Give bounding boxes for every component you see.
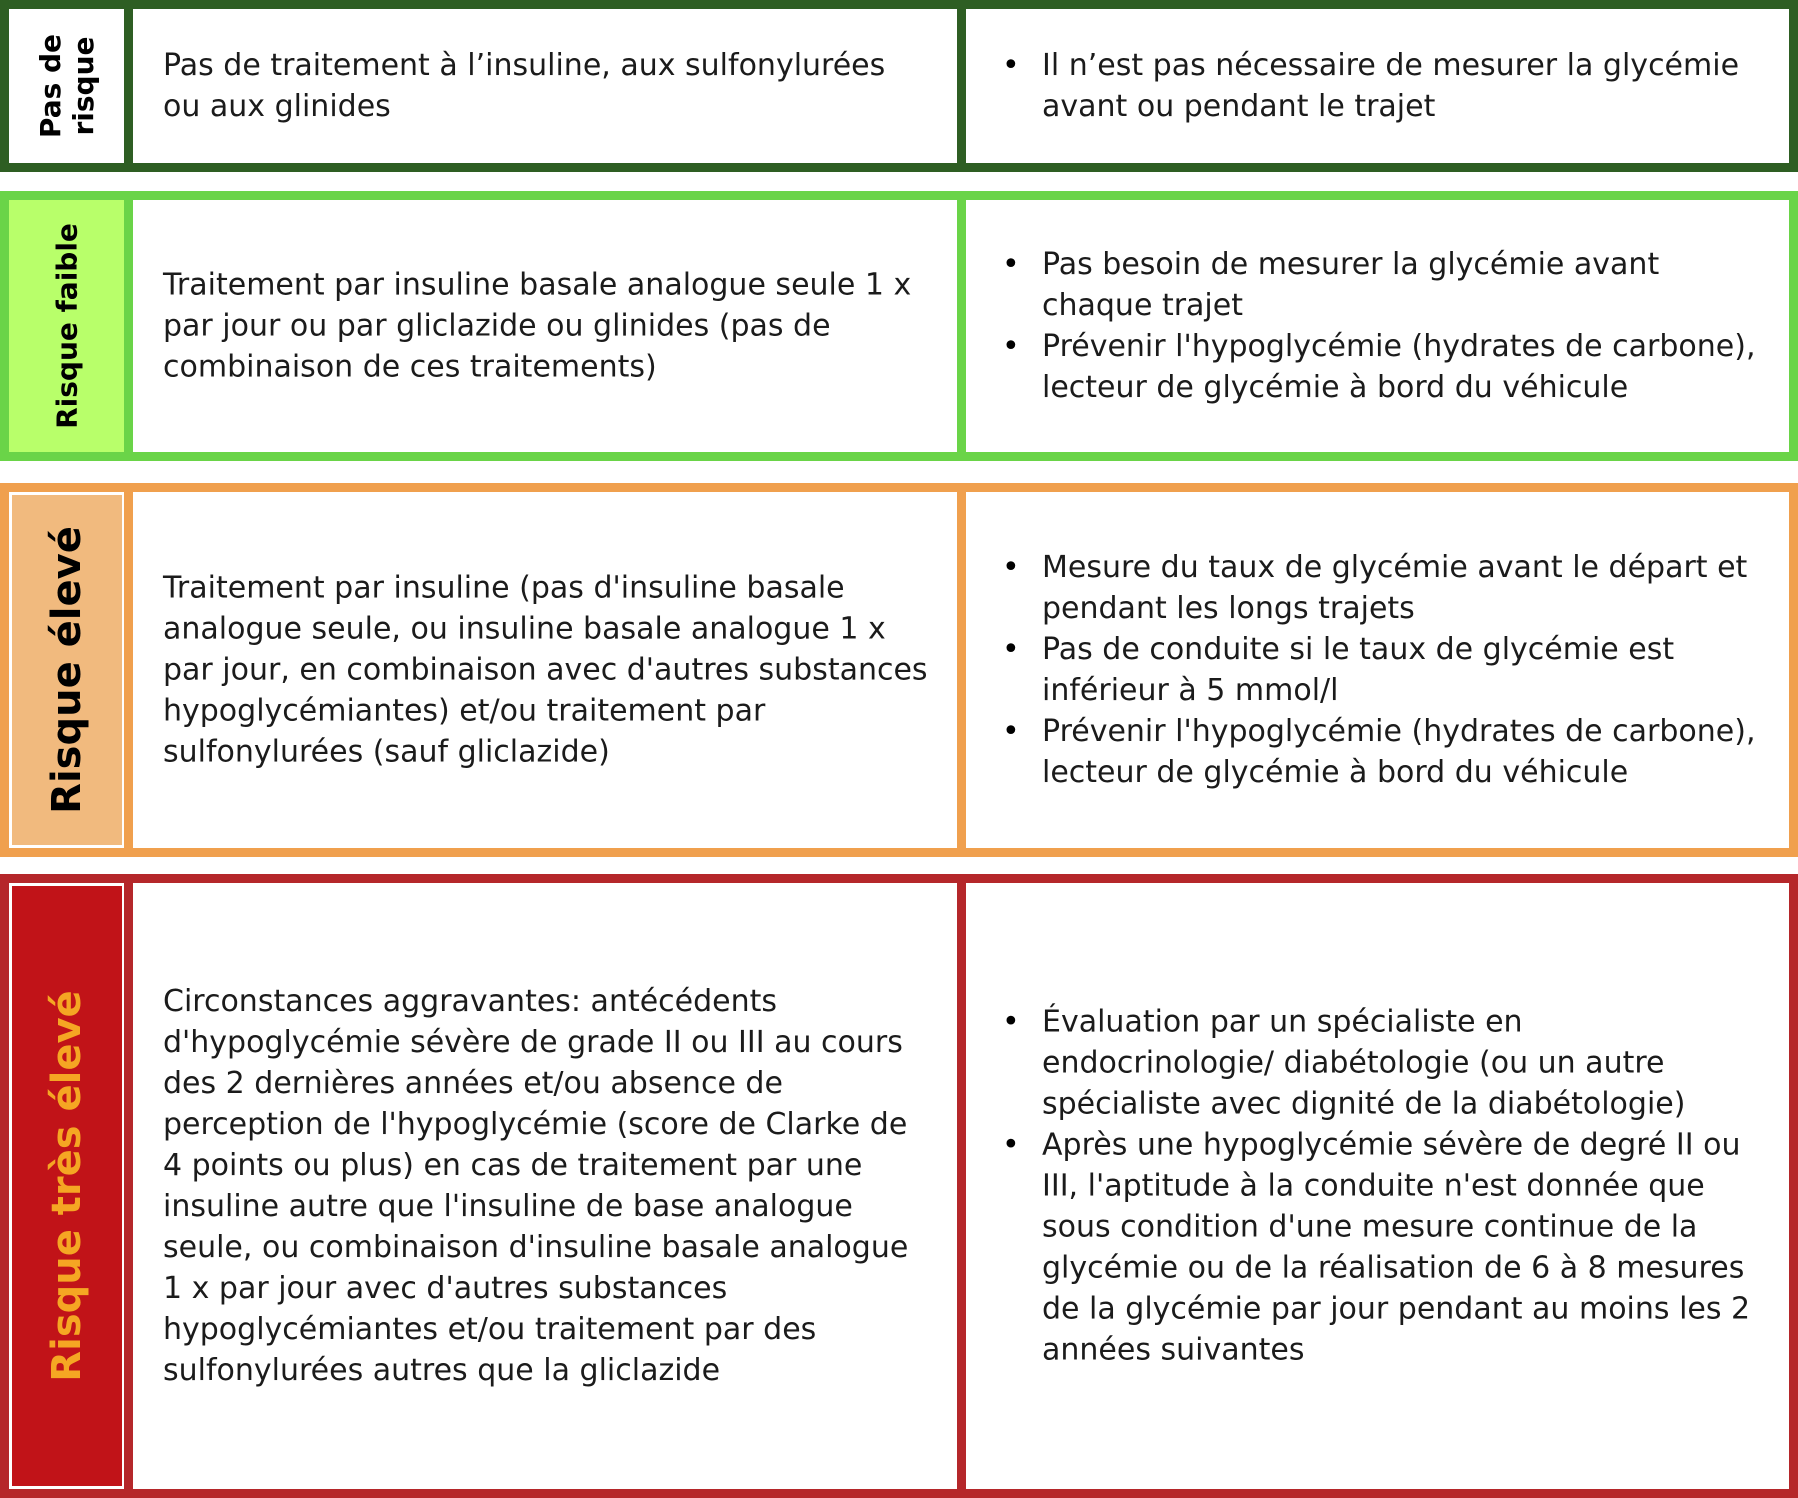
risk-label-line-1: Pas de	[34, 33, 67, 139]
risk-label	[34, 34, 100, 138]
treatment-text: Circonstances aggravantes: antécédents d'hypoglycémie sévère de grade II ou III au cours des 2 dernières années et/ou absence de perception de l'hypoglycémie (score de Clarke de 4 points ou plus) en cas de traitement par une insuline autre que l'insuline de base analogue seule, ou combinaison d'insuline basale analogue 1 x par jour avec d'autres substances hypoglycémiantes et/ou traitement par des sulfonylurées autres que la gliclazide	[163, 984, 909, 1388]
measure-item: • Pas besoin de mesurer la glycémie avant chaque trajet	[966, 244, 1759, 326]
measures-list	[966, 45, 1759, 127]
measure-item: • Mesure du taux de glycémie avant le départ et pendant les longs trajets	[966, 547, 1759, 629]
risk-label: Risque très élevé	[44, 990, 90, 1382]
risk-row-high	[0, 483, 1798, 857]
measure-item: • Il n’est pas nécessaire de mesurer la glycémie avant ou pendant le trajet	[966, 45, 1759, 127]
risk-row-very-high	[0, 874, 1798, 1498]
measure-item: • Prévenir l'hypoglycémie (hydrates de carbone), lecteur de glycémie à bord du véhicule	[966, 326, 1759, 408]
treatment-cell	[124, 874, 967, 1498]
treatment-text: Pas de traitement à l’insuline, aux sulfonylurées ou aux glinides	[163, 48, 886, 124]
risk-label-line-2: risque	[67, 36, 100, 136]
risk-label: Risque élevé	[44, 526, 90, 814]
risk-row-low	[0, 191, 1798, 461]
treatment-text: Traitement par insuline basale analogue seule 1 x par jour ou par gliclazide ou glinides (pas de combinaison de ces traitements)	[163, 267, 912, 385]
measures-cell	[957, 191, 1798, 461]
treatment-cell	[124, 191, 967, 461]
treatment-cell	[124, 483, 967, 857]
measures-list	[966, 244, 1759, 408]
risk-label-cell	[0, 874, 134, 1498]
measures-cell	[957, 0, 1798, 172]
measures-list	[966, 1002, 1759, 1371]
measure-item: • Évaluation par un spécialiste en endocrinologie/ diabétologie (ou un autre spécialiste avec dignité de la diabétologie)	[966, 1002, 1759, 1125]
measures-cell	[957, 483, 1798, 857]
risk-label-cell	[0, 191, 134, 461]
measures-list	[966, 547, 1759, 793]
risk-label: Risque faible	[50, 223, 84, 429]
measure-item: • Prévenir l'hypoglycémie (hydrates de carbone), lecteur de glycémie à bord du véhicule	[966, 711, 1759, 793]
treatment-cell	[124, 0, 967, 172]
risk-row-none	[0, 0, 1798, 172]
measures-cell	[957, 874, 1798, 1498]
risk-label-cell	[0, 483, 134, 857]
measure-item: • Pas de conduite si le taux de glycémie est inférieur à 5 mmol/l	[966, 629, 1759, 711]
measure-item: • Après une hypoglycémie sévère de degré II ou III, l'aptitude à la conduite n'est donnée que sous condition d'une mesure continue de la glycémie ou de la réalisation de 6 à 8 mesures de la glycémie par jour pendant au moins les 2 années suivantes	[966, 1125, 1759, 1371]
risk-label-cell	[0, 0, 134, 172]
treatment-text: Traitement par insuline (pas d'insuline basale analogue seule, ou insuline basale analogue 1 x par jour, en combinaison avec d'autres substances hypoglycémiantes) et/ou traitement par sulfonylurées (sauf gliclazide)	[163, 570, 928, 770]
